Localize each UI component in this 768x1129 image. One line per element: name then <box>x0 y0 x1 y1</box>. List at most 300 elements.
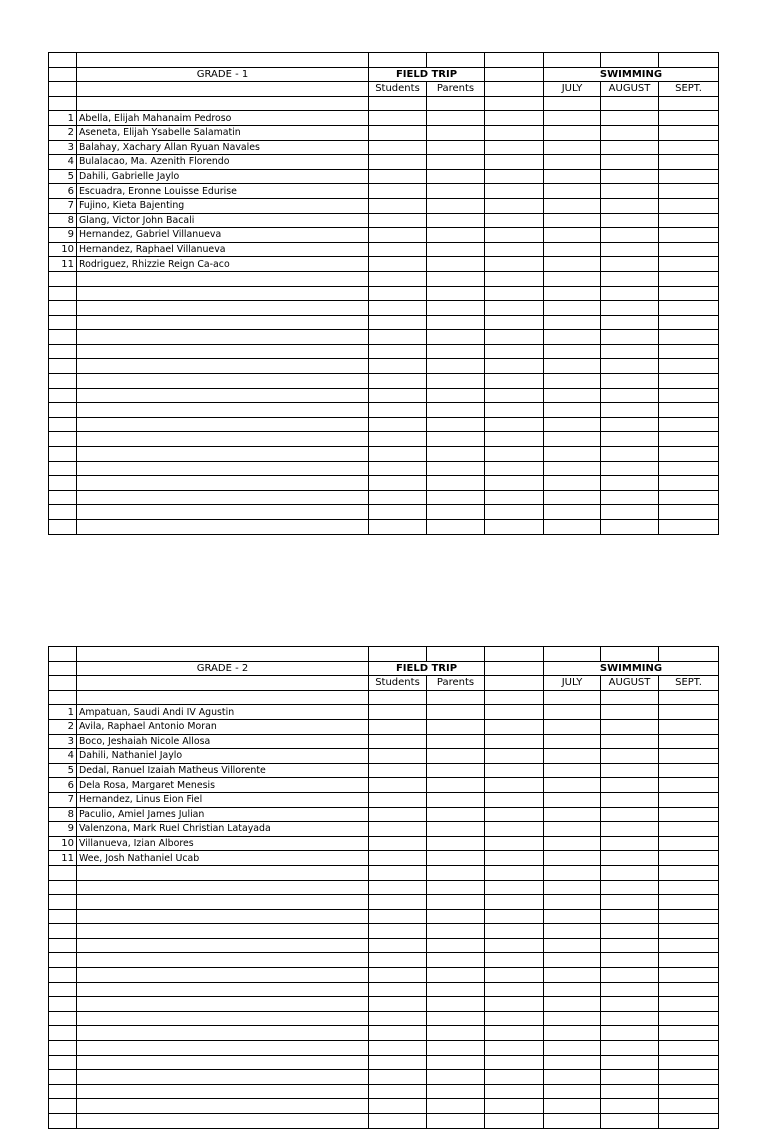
empty-cell <box>369 690 427 705</box>
empty-cell <box>601 953 659 968</box>
empty-cell <box>49 403 77 418</box>
empty-cell <box>601 1026 659 1041</box>
empty-row <box>49 520 719 535</box>
empty-cell <box>544 997 601 1012</box>
empty-cell <box>77 374 369 389</box>
empty-cell <box>427 271 485 286</box>
swimming-header: SWIMMING <box>544 661 719 676</box>
student-name: Boco, Jeshaiah Nicole Allosa <box>77 734 369 749</box>
empty-cell <box>77 895 369 910</box>
empty-cell <box>427 286 485 301</box>
empty-cell <box>659 647 719 662</box>
empty-cell <box>601 647 659 662</box>
empty-cell <box>544 374 601 389</box>
empty-cell <box>485 330 544 345</box>
empty-cell <box>544 505 601 520</box>
student-name: Paculio, Amiel James Julian <box>77 807 369 822</box>
empty-cell <box>77 490 369 505</box>
empty-cell <box>601 461 659 476</box>
empty-cell <box>369 125 427 140</box>
empty-row <box>49 490 719 505</box>
student-row <box>49 836 719 851</box>
student-name: Dahili, Nathaniel Jaylo <box>77 749 369 764</box>
empty-cell <box>77 330 369 345</box>
student-row <box>49 749 719 764</box>
empty-cell <box>544 778 601 793</box>
student-row <box>49 184 719 199</box>
empty-cell <box>544 1070 601 1085</box>
empty-cell <box>77 1099 369 1114</box>
empty-cell <box>601 125 659 140</box>
empty-cell <box>427 520 485 535</box>
sub-header-row <box>49 676 719 691</box>
empty-cell <box>77 461 369 476</box>
empty-cell <box>427 807 485 822</box>
student-row <box>49 213 719 228</box>
empty-cell <box>427 330 485 345</box>
empty-cell <box>485 734 544 749</box>
empty-cell <box>369 778 427 793</box>
empty-cell <box>601 1099 659 1114</box>
empty-cell <box>601 140 659 155</box>
student-row <box>49 111 719 126</box>
empty-cell <box>659 909 719 924</box>
empty-cell <box>49 374 77 389</box>
student-row <box>49 257 719 272</box>
empty-cell <box>485 895 544 910</box>
empty-cell <box>659 982 719 997</box>
empty-cell <box>601 982 659 997</box>
empty-cell <box>601 96 659 111</box>
empty-cell <box>369 1026 427 1041</box>
empty-row <box>49 1099 719 1114</box>
empty-cell <box>659 1084 719 1099</box>
empty-cell <box>485 53 544 68</box>
empty-cell <box>49 432 77 447</box>
empty-cell <box>485 792 544 807</box>
empty-cell <box>49 1070 77 1085</box>
grade-title: GRADE - 2 <box>77 661 369 676</box>
empty-cell <box>485 763 544 778</box>
student-name: Villanueva, Izian Albores <box>77 836 369 851</box>
empty-cell <box>77 690 369 705</box>
empty-cell <box>49 1084 77 1099</box>
empty-cell <box>77 286 369 301</box>
empty-cell <box>485 865 544 880</box>
empty-row <box>49 865 719 880</box>
empty-cell <box>369 155 427 170</box>
student-row <box>49 792 719 807</box>
empty-cell <box>427 763 485 778</box>
empty-cell <box>659 388 719 403</box>
student-row <box>49 242 719 257</box>
empty-cell <box>485 749 544 764</box>
empty-cell <box>49 880 77 895</box>
empty-cell <box>659 461 719 476</box>
empty-cell <box>544 155 601 170</box>
empty-cell <box>369 734 427 749</box>
empty-cell <box>544 924 601 939</box>
empty-cell <box>485 822 544 837</box>
empty-cell <box>485 661 544 676</box>
empty-cell <box>601 417 659 432</box>
empty-cell <box>427 778 485 793</box>
empty-cell <box>601 807 659 822</box>
empty-cell <box>369 257 427 272</box>
empty-cell <box>544 734 601 749</box>
empty-cell <box>601 1084 659 1099</box>
empty-cell <box>659 155 719 170</box>
empty-cell <box>485 1084 544 1099</box>
empty-row <box>49 432 719 447</box>
empty-cell <box>427 505 485 520</box>
empty-cell <box>427 447 485 462</box>
empty-cell <box>659 111 719 126</box>
empty-cell <box>485 968 544 983</box>
empty-cell <box>369 763 427 778</box>
empty-cell <box>659 1114 719 1129</box>
empty-cell <box>427 895 485 910</box>
empty-cell <box>77 968 369 983</box>
empty-cell <box>77 417 369 432</box>
empty-cell <box>427 1070 485 1085</box>
empty-cell <box>544 719 601 734</box>
empty-cell <box>544 125 601 140</box>
empty-cell <box>427 301 485 316</box>
empty-cell <box>77 447 369 462</box>
empty-cell <box>544 96 601 111</box>
empty-cell <box>601 690 659 705</box>
empty-cell <box>544 822 601 837</box>
empty-cell <box>49 1026 77 1041</box>
empty-cell <box>369 461 427 476</box>
empty-cell <box>544 1041 601 1056</box>
empty-cell <box>485 374 544 389</box>
student-number: 9 <box>49 228 77 243</box>
student-number: 2 <box>49 125 77 140</box>
empty-cell <box>427 880 485 895</box>
empty-cell <box>369 1055 427 1070</box>
empty-cell <box>369 924 427 939</box>
empty-cell <box>601 880 659 895</box>
empty-cell <box>369 242 427 257</box>
empty-cell <box>601 865 659 880</box>
empty-cell <box>427 359 485 374</box>
empty-cell <box>369 749 427 764</box>
empty-cell <box>659 447 719 462</box>
empty-cell <box>485 938 544 953</box>
empty-cell <box>659 301 719 316</box>
empty-cell <box>544 953 601 968</box>
empty-cell <box>544 417 601 432</box>
empty-row <box>49 1070 719 1085</box>
student-number: 4 <box>49 749 77 764</box>
empty-cell <box>77 315 369 330</box>
empty-cell <box>77 880 369 895</box>
grade-2-table <box>48 646 719 1129</box>
empty-cell <box>427 125 485 140</box>
empty-cell <box>49 1041 77 1056</box>
empty-cell <box>77 1084 369 1099</box>
empty-cell <box>601 749 659 764</box>
empty-cell <box>659 792 719 807</box>
empty-cell <box>77 82 369 97</box>
empty-row <box>49 924 719 939</box>
empty-cell <box>544 792 601 807</box>
empty-cell <box>659 749 719 764</box>
student-row <box>49 778 719 793</box>
empty-cell <box>427 169 485 184</box>
empty-cell <box>485 1099 544 1114</box>
empty-cell <box>544 388 601 403</box>
empty-cell <box>601 271 659 286</box>
empty-cell <box>659 822 719 837</box>
empty-cell <box>77 53 369 68</box>
empty-cell <box>485 851 544 866</box>
empty-cell <box>485 647 544 662</box>
empty-cell <box>369 198 427 213</box>
empty-cell <box>601 705 659 720</box>
empty-cell <box>369 909 427 924</box>
empty-cell <box>485 719 544 734</box>
empty-cell <box>544 198 601 213</box>
empty-cell <box>659 96 719 111</box>
empty-cell <box>77 1070 369 1085</box>
empty-cell <box>659 880 719 895</box>
empty-cell <box>544 184 601 199</box>
empty-cell <box>369 140 427 155</box>
empty-cell <box>601 968 659 983</box>
sub-header-cell: AUGUST <box>601 82 659 97</box>
empty-cell <box>659 865 719 880</box>
empty-cell <box>49 67 77 82</box>
empty-cell <box>659 432 719 447</box>
empty-cell <box>77 388 369 403</box>
empty-cell <box>601 1114 659 1129</box>
empty-row <box>49 330 719 345</box>
empty-cell <box>601 520 659 535</box>
empty-cell <box>427 690 485 705</box>
empty-cell <box>485 184 544 199</box>
empty-cell <box>601 169 659 184</box>
empty-cell <box>659 778 719 793</box>
empty-cell <box>659 1041 719 1056</box>
empty-cell <box>544 301 601 316</box>
empty-cell <box>659 851 719 866</box>
empty-cell <box>427 968 485 983</box>
empty-cell <box>77 953 369 968</box>
empty-cell <box>369 184 427 199</box>
empty-row <box>49 1084 719 1099</box>
empty-cell <box>369 330 427 345</box>
empty-cell <box>601 184 659 199</box>
empty-cell <box>369 1070 427 1085</box>
empty-cell <box>369 938 427 953</box>
empty-cell <box>601 359 659 374</box>
empty-cell <box>544 763 601 778</box>
empty-cell <box>659 1055 719 1070</box>
empty-cell <box>659 807 719 822</box>
empty-cell <box>427 1041 485 1056</box>
empty-cell <box>485 447 544 462</box>
sub-header-cell: Students <box>369 676 427 691</box>
empty-cell <box>659 213 719 228</box>
empty-cell <box>427 257 485 272</box>
empty-cell <box>49 865 77 880</box>
empty-cell <box>659 359 719 374</box>
student-name: Dedal, Ranuel Izaiah Matheus Villorente <box>77 763 369 778</box>
empty-cell <box>49 344 77 359</box>
empty-cell <box>77 432 369 447</box>
student-number: 2 <box>49 719 77 734</box>
empty-cell <box>427 1055 485 1070</box>
empty-cell <box>427 111 485 126</box>
empty-cell <box>601 1055 659 1070</box>
empty-cell <box>659 184 719 199</box>
empty-cell <box>601 213 659 228</box>
empty-cell <box>544 461 601 476</box>
student-row <box>49 719 719 734</box>
empty-cell <box>49 520 77 535</box>
empty-cell <box>659 417 719 432</box>
empty-cell <box>601 228 659 243</box>
empty-cell <box>601 924 659 939</box>
student-row <box>49 851 719 866</box>
empty-cell <box>49 417 77 432</box>
empty-cell <box>659 719 719 734</box>
empty-cell <box>601 792 659 807</box>
empty-cell <box>544 242 601 257</box>
empty-row <box>49 447 719 462</box>
empty-row <box>49 1055 719 1070</box>
empty-cell <box>427 96 485 111</box>
empty-cell <box>427 228 485 243</box>
empty-cell <box>369 476 427 491</box>
empty-cell <box>485 1055 544 1070</box>
empty-cell <box>601 257 659 272</box>
empty-cell <box>427 705 485 720</box>
empty-cell <box>369 792 427 807</box>
empty-cell <box>77 1026 369 1041</box>
empty-cell <box>544 690 601 705</box>
empty-cell <box>485 461 544 476</box>
empty-cell <box>485 490 544 505</box>
student-row <box>49 705 719 720</box>
empty-cell <box>544 851 601 866</box>
empty-cell <box>427 490 485 505</box>
empty-cell <box>485 982 544 997</box>
empty-cell <box>49 359 77 374</box>
empty-cell <box>544 1099 601 1114</box>
empty-cell <box>427 461 485 476</box>
empty-cell <box>601 344 659 359</box>
spacer-row <box>49 690 719 705</box>
empty-cell <box>369 286 427 301</box>
sub-header-cell: AUGUST <box>601 676 659 691</box>
empty-cell <box>77 344 369 359</box>
empty-cell <box>544 807 601 822</box>
empty-cell <box>77 997 369 1012</box>
empty-cell <box>369 982 427 997</box>
empty-cell <box>485 909 544 924</box>
empty-cell <box>427 865 485 880</box>
grade-2-body <box>49 647 719 1129</box>
empty-cell <box>49 1055 77 1070</box>
empty-cell <box>427 734 485 749</box>
empty-cell <box>485 125 544 140</box>
empty-cell <box>601 1041 659 1056</box>
empty-cell <box>49 301 77 316</box>
empty-cell <box>427 213 485 228</box>
empty-cell <box>49 96 77 111</box>
empty-cell <box>485 257 544 272</box>
sub-header-cell: JULY <box>544 82 601 97</box>
empty-cell <box>77 505 369 520</box>
empty-cell <box>369 301 427 316</box>
empty-cell <box>601 734 659 749</box>
empty-cell <box>544 1055 601 1070</box>
empty-cell <box>369 505 427 520</box>
empty-cell <box>77 403 369 418</box>
empty-cell <box>49 924 77 939</box>
empty-cell <box>485 169 544 184</box>
empty-cell <box>659 490 719 505</box>
sub-header-cell: JULY <box>544 676 601 691</box>
sub-header-cell <box>485 676 544 691</box>
student-row <box>49 169 719 184</box>
empty-cell <box>369 997 427 1012</box>
student-row <box>49 140 719 155</box>
empty-cell <box>369 388 427 403</box>
student-number: 4 <box>49 155 77 170</box>
empty-cell <box>659 125 719 140</box>
grade-title: GRADE - 1 <box>77 67 369 82</box>
student-row <box>49 155 719 170</box>
empty-cell <box>544 865 601 880</box>
empty-cell <box>369 968 427 983</box>
empty-cell <box>485 388 544 403</box>
empty-cell <box>369 705 427 720</box>
empty-cell <box>601 432 659 447</box>
empty-cell <box>485 705 544 720</box>
empty-cell <box>49 447 77 462</box>
empty-cell <box>427 909 485 924</box>
empty-cell <box>601 374 659 389</box>
empty-cell <box>544 359 601 374</box>
sub-header-cell: SEPT. <box>659 676 719 691</box>
empty-cell <box>544 880 601 895</box>
student-name: Bulalacao, Ma. Azenith Florendo <box>77 155 369 170</box>
student-number: 5 <box>49 763 77 778</box>
student-name: Escuadra, Eronne Louisse Edurise <box>77 184 369 199</box>
empty-cell <box>369 53 427 68</box>
empty-cell <box>659 520 719 535</box>
empty-cell <box>601 719 659 734</box>
empty-cell <box>369 895 427 910</box>
empty-cell <box>369 432 427 447</box>
top-blank-row <box>49 647 719 662</box>
student-number: 11 <box>49 851 77 866</box>
empty-cell <box>427 476 485 491</box>
student-name: Avila, Raphael Antonio Moran <box>77 719 369 734</box>
empty-cell <box>485 140 544 155</box>
empty-cell <box>601 895 659 910</box>
empty-cell <box>485 403 544 418</box>
student-number: 10 <box>49 242 77 257</box>
empty-cell <box>601 778 659 793</box>
empty-cell <box>485 1114 544 1129</box>
empty-cell <box>77 982 369 997</box>
